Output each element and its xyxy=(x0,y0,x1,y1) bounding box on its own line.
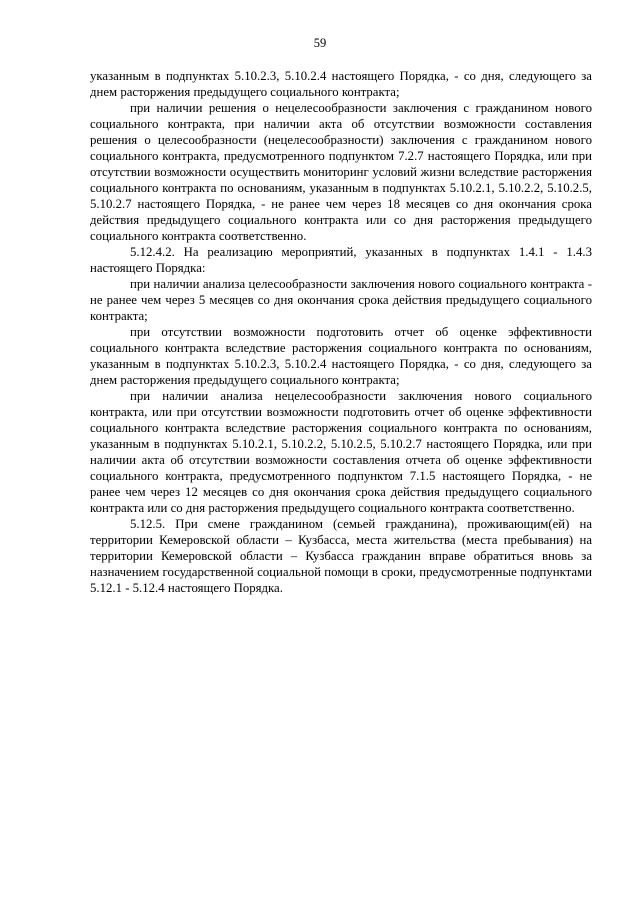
paragraph: 5.12.4.2. На реализацию мероприятий, указанных в подпунктах 1.4.1 - 1.4.3 настоящего Порядка: xyxy=(90,245,592,275)
paragraph: при наличии анализа целесообразности заключения нового социального контракта - не ранее чем через 5 месяцев со дня окончания срока действия предыдущего социального контракта; xyxy=(90,277,592,323)
page-number: 59 xyxy=(313,36,327,50)
paragraph: указанным в подпунктах 5.10.2.3, 5.10.2.4 настоящего Порядка, - со дня, следующего за днем расторжения предыдущего социального контракта; xyxy=(90,69,592,99)
paragraph: при отсутствии возможности подготовить отчет об оценке эффективности социального контракта вследствие расторжения социального контракта по основаниям, указанным в подпунктах 5.10.2.3, 5.10.2.4 настоящего Порядка, - со дня, следующего за днем расторжения предыдущего социального контракта; xyxy=(90,325,592,387)
paragraph: 5.12.5. При смене гражданином (семьей гражданина), проживающим(ей) на территории Кемеровской области – Кузбасса, места жительства (места пребывания) на территории Кемеровской области – Кузбасса гражданин вправе обратиться вновь за назначением государственной социальной помощи в сроки, предусмотренные подпунктами 5.12.1 - 5.12.4 настоящего Порядка. xyxy=(90,517,592,595)
document-body xyxy=(90,68,592,596)
paragraph: при наличии решения о нецелесообразности заключения с гражданином нового социального контракта, при наличии акта об отсутствии возможности составления решения о целесообразности (нецелесообразности) заключения с гражданином нового социального контракта, предусмотренного подпунктом 7.2.7 настоящего Порядка, или при отсутствии возможности осуществить мониторинг условий жизни вследствие расторжения социального контракта по основаниям, указанным в подпунктах 5.10.2.1, 5.10.2.2, 5.10.2.5, 5.10.2.7 настоящего Порядка, - не ранее чем через 18 месяцев со дня окончания срока действия предыдущего социального контракта или со дня расторжения предыдущего социального контракта соответственно. xyxy=(90,101,592,243)
paragraph: при наличии анализа нецелесообразности заключения нового социального контракта, или при отсутствии возможности подготовить отчет об оценке эффективности социального контракта вследствие расторжения социального контракта по основаниям, указанным в подпунктах 5.10.2.1, 5.10.2.2, 5.10.2.5, 5.10.2.7 настоящего Порядка, или при наличии акта об отсутствии возможности составления отчета об оценке эффективности социального контракта, предусмотренного подпунктом 7.1.5 настоящего Порядка, - не ранее чем через 12 месяцев со дня окончания срока действия предыдущего социального контракта или со дня расторжения предыдущего социального контракта соответственно. xyxy=(90,389,592,515)
